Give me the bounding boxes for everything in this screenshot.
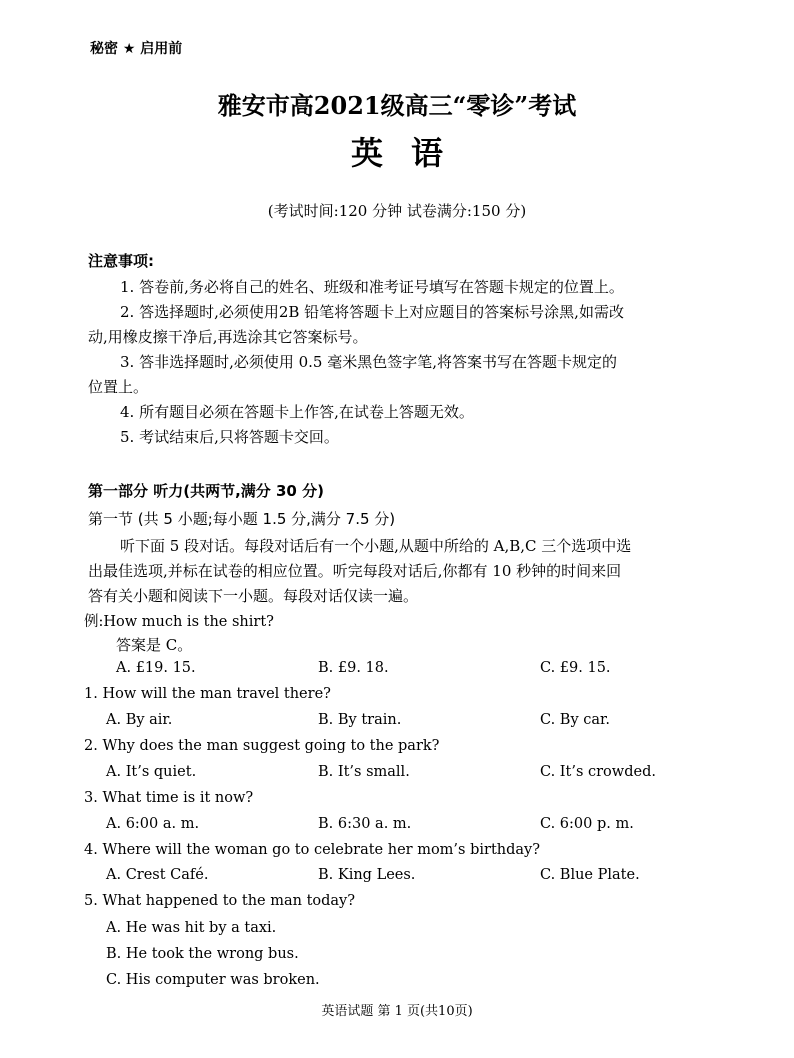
option-a: A. By air. (106, 712, 173, 728)
option-c: C. It’s crowded. (540, 764, 656, 780)
secret-label: 秘密 ★ 启用前 (90, 41, 183, 57)
note-item: 1. 答卷前,务必将自己的姓名、班级和准考证号填写在答题卡规定的位置上。 (120, 278, 624, 296)
question-3: 3. What time is it now? (84, 790, 254, 806)
option-a: A. Crest Café. (106, 867, 209, 883)
note-item: 4. 所有题目必须在答题卡上作答,在试卷上答题无效。 (120, 403, 474, 421)
question-1: 1. How will the man travel there? (84, 686, 331, 702)
note-item: 位置上。 (88, 378, 149, 396)
exam-title: 雅安市高2021级高三“零诊”考试 (217, 91, 577, 120)
note-item: 5. 考试结束后,只将答题卡交回。 (120, 428, 339, 446)
option-b: B. It’s small. (318, 764, 410, 780)
question-4: 4. Where will the woman go to celebrate her mom’s birthday? (84, 842, 540, 858)
option-b: B. He took the wrong bus. (106, 946, 299, 962)
option-a: A. He was hit by a taxi. (106, 920, 277, 936)
example-question: 例:How much is the shirt? (84, 614, 274, 630)
option-a: A. 6:00 a. m. (106, 816, 200, 832)
option-a: A. £19. 15. (116, 660, 196, 676)
note-item: 3. 答非选择题时,必须使用 0.5 毫米黑色签字笔,将答案书写在答题卡规定的 (120, 353, 618, 371)
note-item: 2. 答选择题时,必须使用2B 铅笔将答题卡上对应题目的答案标号涂黑,如需改 (120, 303, 624, 321)
option-c: C. £9. 15. (540, 660, 611, 676)
option-b: B. 6:30 a. m. (318, 816, 412, 832)
notes-heading: 注意事项: (88, 252, 154, 270)
instruction-line: 听下面 5 段对话。每段对话后有一个小题,从题中所给的 A,B,C 三个选项中选 (120, 537, 632, 555)
example-answer: 答案是 C。 (116, 636, 193, 654)
instruction-line: 答有关小题和阅读下一小题。每段对话仅读一遍。 (88, 587, 419, 605)
option-a: A. It’s quiet. (106, 764, 197, 780)
instruction-line: 出最佳选项,并标在试卷的相应位置。听完每段对话后,你都有 10 秒钟的时间来回 (88, 562, 622, 580)
option-b: B. King Lees. (318, 867, 416, 883)
part1-heading: 第一部分 听力(共两节,满分 30 分) (88, 482, 324, 500)
question-5: 5. What happened to the man today? (84, 893, 356, 909)
section1-heading: 第一节 (共 5 小题;每小题 1.5 分,满分 7.5 分) (88, 510, 396, 528)
option-b: B. £9. 18. (318, 660, 389, 676)
option-c: C. 6:00 p. m. (540, 816, 634, 832)
option-b: B. By train. (318, 712, 402, 728)
page-footer: 英语试题 第 1 页(共10页) (321, 1004, 473, 1019)
option-c: C. His computer was broken. (106, 972, 320, 988)
option-c: C. By car. (540, 712, 610, 728)
exam-info: (考试时间:120 分钟 试卷满分:150 分) (267, 202, 527, 220)
subject-title: 英语 (350, 134, 471, 172)
option-c: C. Blue Plate. (540, 867, 640, 883)
note-item: 动,用橡皮擦干净后,再选涂其它答案标号。 (88, 328, 368, 346)
question-2: 2. Why does the man suggest going to the park? (84, 738, 440, 754)
